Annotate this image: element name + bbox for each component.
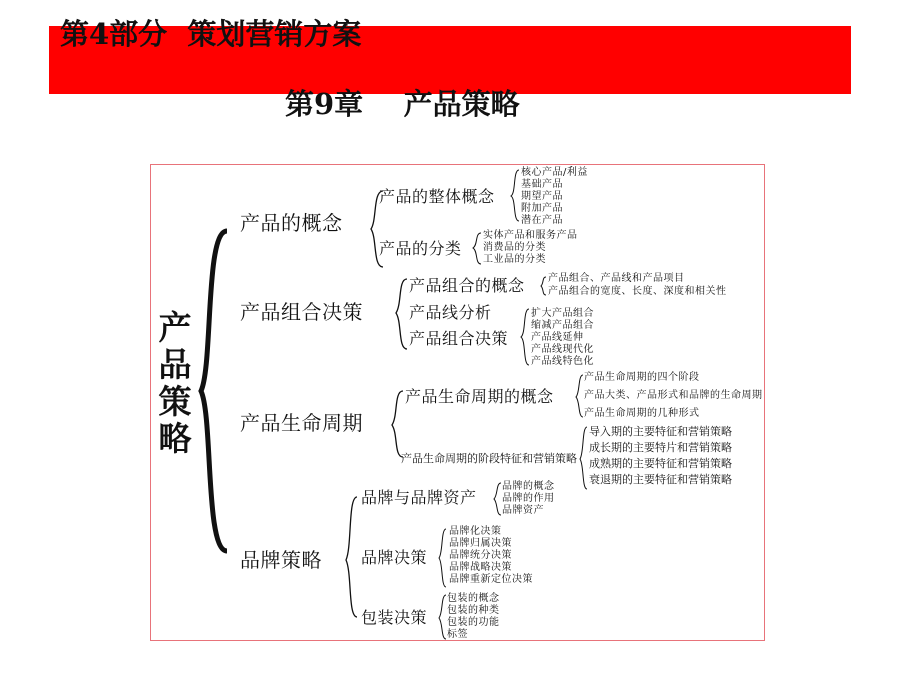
root-char: 策 (158, 381, 192, 421)
leaf-item: 品牌战略决策 (449, 562, 512, 573)
leaf-item: 包装的功能 (447, 617, 500, 628)
leaf-item: 产品线延伸 (531, 332, 584, 343)
leaf-item: 核心产品/利益 (521, 167, 588, 178)
leaf-item: 基础产品 (521, 179, 563, 190)
leaf-item: 衰退期的主要特征和营销策略 (589, 473, 732, 486)
chapter-title: 第9章 产品策略 (285, 87, 520, 121)
leaf-item: 品牌的概念 (502, 481, 555, 492)
sub-branch-label: 品牌决策 (361, 548, 428, 567)
leaf-item: 成熟期的主要特征和营销策略 (589, 457, 732, 470)
leaf-item: 缩减产品组合 (531, 320, 594, 331)
root-node (155, 310, 195, 458)
branch-label: 产品的概念 (240, 211, 343, 235)
root-char: 产 (158, 308, 192, 347)
leaf-item: 工业品的分类 (483, 254, 546, 265)
leaf-item: 产品大类、产品形式和品牌的生命周期 (584, 390, 763, 401)
sub-branch-label: 产品生命周期的阶段特征和营销策略 (401, 452, 577, 465)
brace-lc-concept (576, 375, 583, 417)
leaf-item: 产品组合、产品线和产品项目 (548, 273, 685, 284)
leaf-item: 包装的种类 (447, 605, 500, 616)
brace-lifecycle (392, 391, 403, 457)
leaf-item: 产品线现代化 (531, 344, 594, 355)
leaf-item: 品牌的作用 (502, 493, 555, 504)
leaf-item: 附加产品 (521, 203, 563, 214)
leaf-item: 扩大产品组合 (531, 308, 594, 319)
brace-mix-concept (541, 277, 546, 295)
leaf-item: 导入期的主要特征和营销策略 (589, 425, 732, 438)
leaf-item: 包装的概念 (447, 593, 500, 604)
leaf-item: 品牌化决策 (449, 526, 502, 537)
leaf-item: 实体产品和服务产品 (483, 230, 578, 241)
leaf-item: 成长期的主要特片和营销策略 (589, 441, 732, 454)
leaf-item: 产品线特色化 (531, 356, 594, 367)
sub-branch-label: 产品的整体概念 (379, 187, 495, 206)
leaf-item: 产品生命周期的几种形式 (584, 408, 700, 419)
branch-label: 品牌策略 (240, 548, 322, 572)
leaf-item: 品牌资产 (502, 505, 544, 516)
leaf-item: 品牌归属决策 (449, 538, 512, 549)
leaf-item: 品牌统分决策 (449, 550, 512, 561)
leaf-item: 标签 (447, 629, 468, 640)
leaf-item: 期望产品 (521, 191, 563, 202)
leaf-item: 潜在产品 (521, 215, 563, 226)
sub-branch-label: 产品的分类 (379, 239, 462, 258)
sub-branch-label: 产品组合决策 (409, 329, 509, 348)
brace-brand-decision (439, 529, 446, 587)
branch-label: 产品生命周期 (240, 411, 363, 435)
brace-lc-stage (580, 427, 587, 489)
sub-branch-label: 产品生命周期的概念 (405, 387, 554, 406)
brace-brand-equity (494, 483, 501, 515)
root-brace (201, 231, 227, 551)
root-char: 品 (158, 344, 192, 384)
leaf-item: 产品生命周期的四个阶段 (584, 372, 700, 383)
root-char: 略 (158, 418, 192, 458)
brace-mix-decision (521, 309, 529, 365)
sub-branch-label: 产品线分析 (409, 303, 492, 322)
mind-map (150, 164, 765, 641)
brace-packaging (439, 595, 446, 639)
brace-total-concept (511, 170, 519, 221)
leaf-item: 消费品的分类 (483, 242, 546, 253)
sub-branch-label: 包装决策 (361, 608, 428, 627)
part-title: 第4部分 策划营销方案 (60, 17, 362, 51)
leaf-item: 产品组合的宽度、长度、深度和相关性 (548, 286, 727, 297)
brace-classify (473, 233, 481, 264)
sub-branch-label: 品牌与品牌资产 (361, 488, 477, 507)
sub-branch-label: 产品组合的概念 (409, 276, 525, 295)
branch-label: 产品组合决策 (240, 300, 363, 324)
brace-mix (396, 279, 407, 349)
brace-brand (346, 497, 357, 617)
leaf-item: 品牌重新定位决策 (449, 574, 533, 585)
